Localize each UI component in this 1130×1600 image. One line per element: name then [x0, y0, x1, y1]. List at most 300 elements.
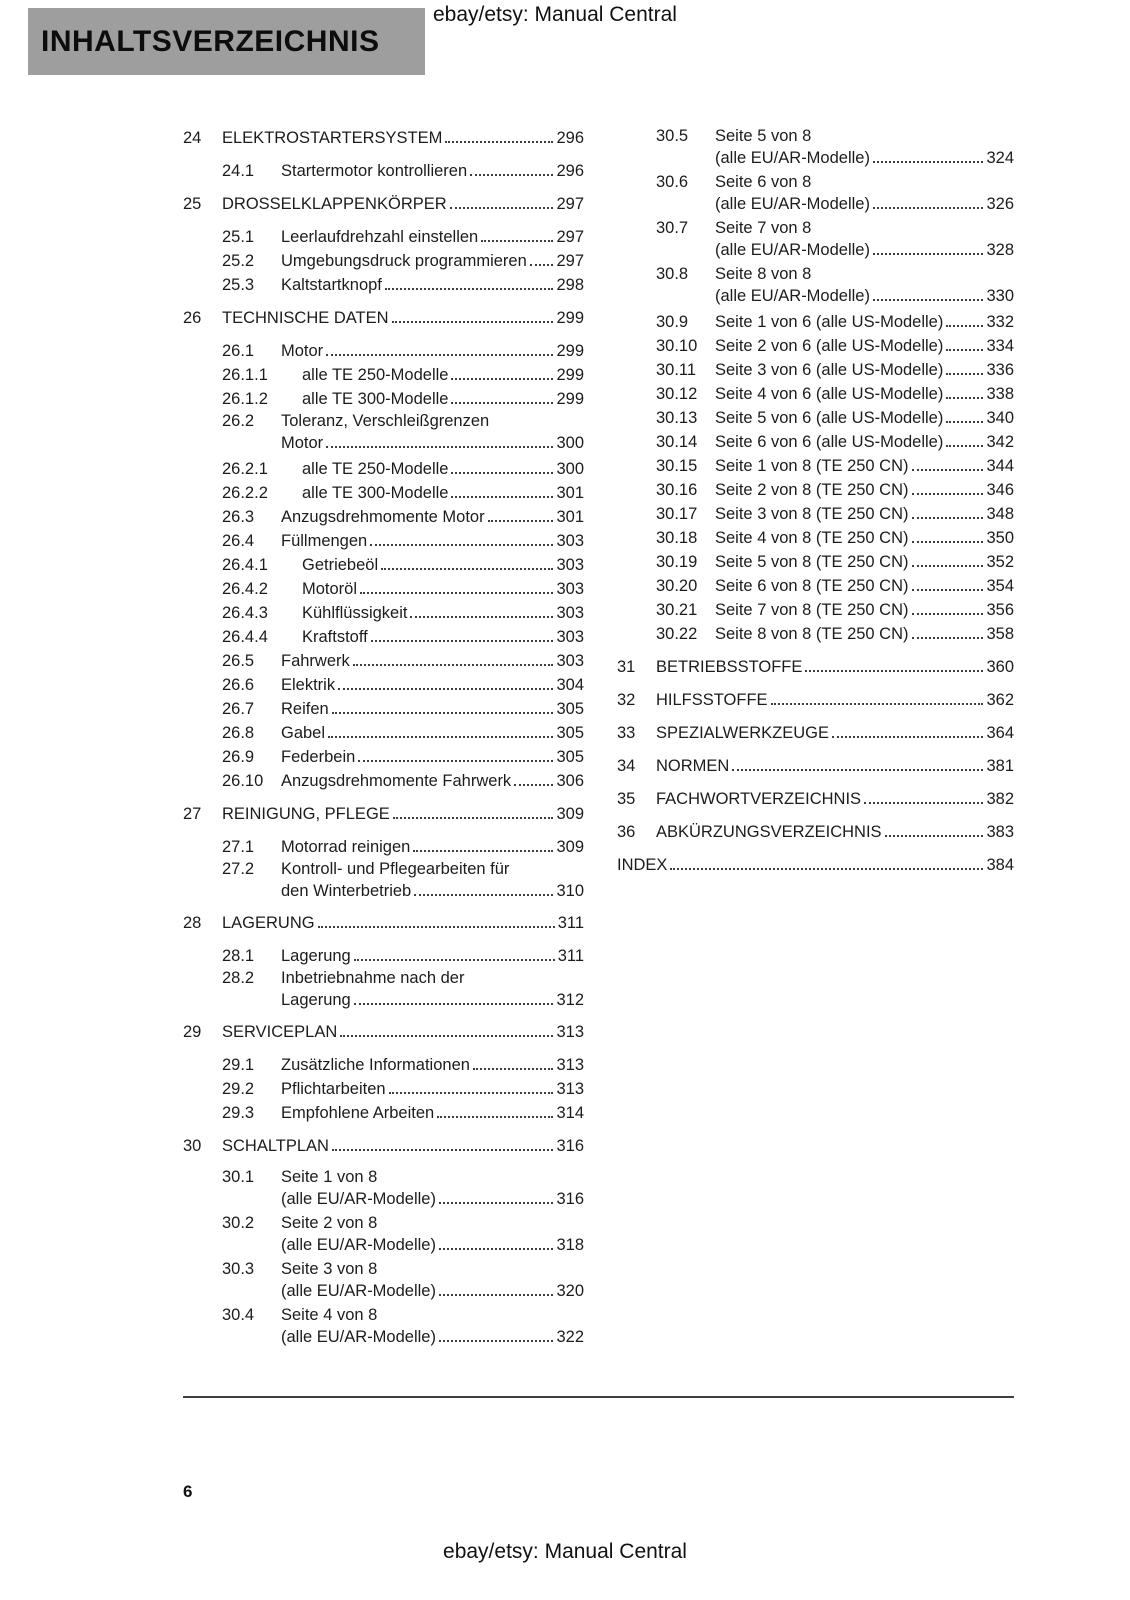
toc-entry-line: [222, 721, 584, 745]
entry-page: 303: [556, 652, 584, 670]
entry-number: 24: [183, 129, 202, 147]
entry-number: 29.3: [222, 1104, 255, 1122]
entry-label: Seite 5 von 8: [715, 127, 812, 145]
toc-entry: [183, 577, 584, 601]
toc-entry: [183, 159, 584, 183]
toc-entry: [183, 1077, 584, 1101]
entry-label: ELEKTROSTARTERSYSTEM: [222, 129, 443, 147]
entry-label: Seite 2 von 6 (alle US-Modelle): [715, 337, 944, 355]
toc-entry-line: [656, 126, 1014, 148]
entry-page: 306: [556, 772, 584, 790]
dot-leader: [912, 537, 984, 543]
toc-entry-continuation: [222, 1235, 584, 1257]
entry-page: 352: [986, 553, 1014, 571]
toc-entry-line: [656, 406, 1014, 430]
dot-leader: [946, 441, 983, 447]
entry-label: REINIGUNG, PFLEGE: [222, 805, 390, 823]
entry-page: 313: [556, 1056, 584, 1074]
entry-page: 364: [986, 724, 1014, 742]
entry-number: 30.4: [222, 1306, 255, 1324]
entry-label: Seite 8 von 8 (TE 250 CN): [715, 625, 909, 643]
entry-page: 299: [556, 366, 584, 384]
entry-number: 30.16: [656, 481, 698, 499]
entry-label: Seite 1 von 8: [281, 1168, 378, 1186]
entry-label: Seite 3 von 8 (TE 250 CN): [715, 505, 909, 523]
toc-entry: [617, 382, 1014, 406]
entry-label: ABKÜRZUNGSVERZEICHNIS: [656, 823, 882, 841]
entry-number: 26.3: [222, 508, 255, 526]
entry-label: alle TE 250-Modelle: [302, 460, 449, 478]
entry-label: BETRIEBSSTOFFE: [656, 658, 803, 676]
toc-entry: [183, 1134, 584, 1158]
entry-page: 383: [986, 823, 1014, 841]
toc-entry-continuation: [656, 240, 1014, 262]
toc-entry: [183, 1213, 584, 1256]
entry-number: 26.4.3: [222, 604, 268, 622]
toc-entry: [183, 126, 584, 150]
entry-label: Reifen: [281, 700, 329, 718]
entry-page: 320: [556, 1281, 584, 1300]
toc-entry: [183, 457, 584, 481]
toc-entry-line: [656, 382, 1014, 406]
toc-entry: [617, 406, 1014, 430]
entry-number: 29.2: [222, 1080, 255, 1098]
entry-page: 328: [986, 240, 1014, 259]
dot-leader: [392, 317, 554, 323]
toc-entry-line: [183, 126, 584, 150]
entry-number: 29: [183, 1023, 202, 1041]
toc-entry: [617, 430, 1014, 454]
entry-page: 330: [986, 286, 1014, 305]
entry-page: 309: [556, 838, 584, 856]
entry-number: 26: [183, 309, 202, 327]
entry-label: Startermotor kontrollieren: [281, 162, 468, 180]
dot-leader: [353, 660, 554, 666]
toc-entry: [183, 249, 584, 273]
entry-label: Seite 4 von 6 (alle US-Modelle): [715, 385, 944, 403]
entry-page: 362: [986, 691, 1014, 709]
entry-number: 35: [617, 790, 636, 808]
entry-page: 299: [556, 342, 584, 360]
dot-leader: [318, 922, 555, 928]
dot-leader: [370, 540, 553, 546]
entry-page: 301: [556, 484, 584, 502]
toc-entry: [183, 529, 584, 553]
entry-page: 312: [556, 990, 584, 1009]
entry-label: Motoröl: [302, 580, 358, 598]
toc-entry-line: [222, 968, 584, 990]
toc-left-column: [183, 126, 584, 1351]
toc-entry: [183, 339, 584, 363]
dot-leader: [832, 732, 983, 738]
toc-entry-line: [222, 457, 584, 481]
entry-number: 26.1: [222, 342, 255, 360]
entry-label: Kühlflüssigkeit: [302, 604, 408, 622]
toc-entry-line: [222, 625, 584, 649]
entry-number: 26.1.2: [222, 390, 268, 408]
toc-entry-line: [656, 264, 1014, 286]
entry-number: 27.2: [222, 860, 255, 878]
toc-entry: [183, 505, 584, 529]
entry-page: 310: [556, 881, 584, 900]
dot-leader: [912, 465, 984, 471]
toc-entry-line: [222, 745, 584, 769]
toc-entry: [617, 787, 1014, 811]
entry-label: Pflichtarbeiten: [281, 1080, 386, 1098]
entry-number: 30.11: [656, 361, 697, 379]
entry-page: 301: [556, 508, 584, 526]
entry-page: 305: [556, 700, 584, 718]
entry-number: 30.18: [656, 529, 698, 547]
entry-page: 311: [557, 947, 584, 965]
toc-entry-line: [222, 387, 584, 411]
dot-leader: [732, 765, 983, 771]
dot-leader: [450, 203, 554, 209]
entry-label-continued: (alle EU/AR-Modelle): [281, 1235, 436, 1254]
toc-entry-line: [222, 529, 584, 553]
entry-number: 26.4: [222, 532, 255, 550]
entry-page: 305: [556, 724, 584, 742]
entry-page: 303: [556, 532, 584, 550]
entry-page: 296: [556, 162, 584, 180]
toc-entry-line: [222, 649, 584, 673]
entry-page: 356: [986, 601, 1014, 619]
toc-entry-line: [656, 172, 1014, 194]
toc-entry: [183, 721, 584, 745]
entry-page: 350: [986, 529, 1014, 547]
entry-number: 27.1: [222, 838, 255, 856]
toc-entry-line: [656, 310, 1014, 334]
entry-label: Toleranz, Verschleißgrenzen: [281, 412, 490, 430]
toc-entry-line: [617, 721, 1014, 745]
dot-leader: [326, 350, 553, 356]
entry-label: alle TE 300-Modelle: [302, 484, 449, 502]
toc-right-column: [617, 126, 1014, 1351]
entry-label: Seite 7 von 8: [715, 219, 812, 237]
toc-entry-line: [656, 454, 1014, 478]
entry-page: 322: [556, 1327, 584, 1346]
entry-label: Umgebungsdruck programmieren: [281, 252, 527, 270]
dot-leader: [326, 442, 553, 448]
toc-entry-line: [222, 1101, 584, 1125]
toc-entry-line: [222, 697, 584, 721]
toc-entry: [183, 625, 584, 649]
entry-label: Inbetriebnahme nach der: [281, 969, 465, 987]
entry-page: 318: [556, 1235, 584, 1254]
entry-label: SCHALTPLAN: [222, 1137, 329, 1155]
entry-label-continued: (alle EU/AR-Modelle): [715, 148, 870, 167]
entry-page: 316: [556, 1137, 584, 1155]
entry-number: 34: [617, 757, 636, 775]
toc-entry: [183, 225, 584, 249]
dot-leader: [514, 780, 553, 786]
entry-page: 303: [556, 556, 584, 574]
dot-leader: [451, 374, 553, 380]
toc-entry-line: [222, 944, 584, 968]
entry-number: 30.6: [656, 173, 689, 191]
entry-label: Motor: [281, 342, 324, 360]
entry-label: Getriebeöl: [302, 556, 379, 574]
entry-page: 348: [986, 505, 1014, 523]
toc-entry-line: [222, 225, 584, 249]
toc-entry: [183, 363, 584, 387]
dot-leader: [451, 492, 553, 498]
dot-leader: [771, 699, 984, 705]
entry-number: 29.1: [222, 1056, 255, 1074]
toc-entry: [617, 574, 1014, 598]
toc-entry-line: [183, 192, 584, 216]
entry-page: 338: [986, 385, 1014, 403]
dot-leader: [946, 393, 983, 399]
toc-entry-line: [222, 249, 584, 273]
entry-label-continued: (alle EU/AR-Modelle): [715, 286, 870, 305]
dot-leader: [912, 489, 984, 495]
entry-page: 309: [556, 805, 584, 823]
entry-label-continued: (alle EU/AR-Modelle): [715, 240, 870, 259]
entry-page: 297: [556, 228, 584, 246]
entry-label: Seite 2 von 8: [281, 1214, 378, 1232]
entry-label-continued: Motor: [281, 433, 324, 452]
toc-entry: [617, 502, 1014, 526]
entry-label: TECHNISCHE DATEN: [222, 309, 389, 327]
toc-entry: [183, 553, 584, 577]
entry-label: FACHWORTVERZEICHNIS: [656, 790, 862, 808]
dot-leader: [439, 1198, 554, 1204]
toc-entry-line: [222, 505, 584, 529]
dot-leader: [946, 345, 983, 351]
toc-entry-line: [617, 787, 1014, 811]
dot-leader: [873, 295, 984, 301]
entry-label: Seite 8 von 8: [715, 265, 812, 283]
watermark-top: ebay/etsy: Manual Central: [433, 3, 677, 26]
entry-page: 382: [986, 790, 1014, 808]
toc-entry-continuation: [656, 286, 1014, 308]
entry-number: 26.4.4: [222, 628, 268, 646]
entry-number: 30.10: [656, 337, 698, 355]
entry-number: 30.19: [656, 553, 698, 571]
toc-entry-line: [222, 577, 584, 601]
entry-label: Seite 6 von 6 (alle US-Modelle): [715, 433, 944, 451]
dot-leader: [445, 137, 553, 143]
dot-leader: [451, 468, 553, 474]
entry-label: INDEX: [617, 856, 668, 874]
entry-number: 26.2: [222, 412, 255, 430]
entry-label-continued: (alle EU/AR-Modelle): [281, 1281, 436, 1300]
toc-entry: [183, 1053, 584, 1077]
toc-entry: [617, 598, 1014, 622]
toc-entry: [183, 601, 584, 625]
entry-number: 30.21: [656, 601, 698, 619]
toc-entry-line: [222, 769, 584, 793]
toc-entry: [183, 944, 584, 968]
dot-leader: [338, 684, 553, 690]
toc-entry: [617, 218, 1014, 261]
toc-entry-line: [183, 911, 584, 935]
dot-leader: [340, 1031, 553, 1037]
entry-label: Kraftstoff: [302, 628, 368, 646]
dot-leader: [439, 1290, 554, 1296]
entry-label: Seite 6 von 8 (TE 250 CN): [715, 577, 909, 595]
entry-page: 297: [556, 252, 584, 270]
dot-leader: [946, 369, 983, 375]
entry-number: 30.5: [656, 127, 689, 145]
dot-leader: [332, 708, 554, 714]
toc-entry-continuation: [222, 433, 584, 455]
entry-number: 26.2.1: [222, 460, 268, 478]
entry-label: Seite 5 von 8 (TE 250 CN): [715, 553, 909, 571]
entry-number: 36: [617, 823, 636, 841]
toc-entry: [183, 835, 584, 859]
dot-leader: [360, 588, 553, 594]
toc-entry: [183, 1305, 584, 1348]
entry-number: 28.1: [222, 947, 255, 965]
toc-entry: [183, 481, 584, 505]
entry-number: 30: [183, 1137, 202, 1155]
entry-label: Seite 1 von 6 (alle US-Modelle): [715, 313, 944, 331]
entry-label: Lagerung: [281, 947, 351, 965]
page-number: 6: [183, 1482, 193, 1501]
toc-entry-line: [617, 754, 1014, 778]
entry-page: 311: [557, 914, 584, 932]
entry-page: 303: [556, 628, 584, 646]
toc-entry: [183, 649, 584, 673]
toc-entry: [617, 526, 1014, 550]
entry-number: 25.3: [222, 276, 255, 294]
entry-page: 324: [986, 148, 1014, 167]
toc-entry-line: [222, 411, 584, 433]
toc-entry-line: [222, 481, 584, 505]
entry-page: 342: [986, 433, 1014, 451]
entry-number: 30.9: [656, 313, 689, 331]
toc-entry-line: [617, 655, 1014, 679]
entry-label: Seite 7 von 8 (TE 250 CN): [715, 601, 909, 619]
entry-number: 30.7: [656, 219, 689, 237]
entry-number: 30.3: [222, 1260, 255, 1278]
watermark-bottom: ebay/etsy: Manual Central: [443, 1540, 687, 1563]
toc-entry: [617, 688, 1014, 712]
entry-number: 25: [183, 195, 202, 213]
entry-page: 296: [556, 129, 584, 147]
dot-leader: [946, 321, 983, 327]
dot-leader: [354, 999, 554, 1005]
dot-leader: [481, 236, 553, 242]
dot-leader: [332, 1145, 553, 1151]
entry-page: 305: [556, 748, 584, 766]
entry-number: 26.8: [222, 724, 255, 742]
toc-entry-line: [222, 553, 584, 577]
toc-entry-line: [222, 1167, 584, 1189]
toc-entry-continuation: [222, 1281, 584, 1303]
dot-leader: [864, 798, 983, 804]
dot-leader: [389, 1088, 554, 1094]
dot-leader: [885, 831, 984, 837]
toc-entry-line: [222, 159, 584, 183]
entry-page: 336: [986, 361, 1014, 379]
entry-page: 299: [556, 309, 584, 327]
entry-label: Seite 1 von 8 (TE 250 CN): [715, 457, 909, 475]
entry-label: Seite 6 von 8: [715, 173, 812, 191]
toc-entry-continuation: [222, 990, 584, 1012]
toc-entry-continuation: [656, 194, 1014, 216]
entry-label: Füllmengen: [281, 532, 368, 550]
toc-entry: [617, 264, 1014, 307]
toc-entry-line: [222, 1077, 584, 1101]
entry-number: 28: [183, 914, 202, 932]
entry-page: 384: [986, 856, 1014, 874]
toc-entry: [183, 411, 584, 454]
entry-number: 25.1: [222, 228, 255, 246]
dot-leader: [393, 813, 554, 819]
dot-leader: [473, 1064, 554, 1070]
dot-leader: [381, 564, 553, 570]
entry-number: 26.7: [222, 700, 255, 718]
entry-number: 26.4.1: [222, 556, 268, 574]
entry-label: Seite 4 von 8: [281, 1306, 378, 1324]
entry-page: 303: [556, 580, 584, 598]
toc-entry-line: [183, 1020, 584, 1044]
toc-entry-line: [656, 502, 1014, 526]
page-title: INHALTSVERZEICHNIS: [41, 24, 380, 58]
entry-number: 30.12: [656, 385, 698, 403]
entry-number: 25.2: [222, 252, 255, 270]
entry-label: SERVICEPLAN: [222, 1023, 338, 1041]
toc-entry-line: [222, 601, 584, 625]
toc-entry: [183, 745, 584, 769]
entry-label: alle TE 300-Modelle: [302, 390, 449, 408]
entry-label-continued: (alle EU/AR-Modelle): [281, 1189, 436, 1208]
entry-label: Gabel: [281, 724, 326, 742]
entry-label: Zusätzliche Informationen: [281, 1056, 470, 1074]
dot-leader: [358, 756, 553, 762]
entry-number: 30.8: [656, 265, 689, 283]
entry-label: Kaltstartknopf: [281, 276, 382, 294]
footer-divider: [183, 1396, 1014, 1398]
entry-page: 304: [556, 676, 584, 694]
toc-entry: [183, 1259, 584, 1302]
dot-leader: [439, 1336, 554, 1342]
entry-number: 30.15: [656, 457, 698, 475]
toc-entry: [617, 622, 1014, 646]
toc-entry-line: [222, 339, 584, 363]
toc-entry: [183, 802, 584, 826]
toc-entry-line: [222, 273, 584, 297]
toc-entry-line: [222, 363, 584, 387]
entry-page: 332: [986, 313, 1014, 331]
toc-entry-line: [222, 1259, 584, 1281]
entry-number: 31: [617, 658, 636, 676]
toc-entry-line: [656, 430, 1014, 454]
dot-leader: [946, 417, 983, 423]
entry-page: 298: [556, 276, 584, 294]
entry-number: 27: [183, 805, 202, 823]
entry-number: 26.2.2: [222, 484, 268, 502]
dot-leader: [912, 585, 984, 591]
entry-page: 340: [986, 409, 1014, 427]
entry-number: 30.20: [656, 577, 698, 595]
entry-label: Seite 4 von 8 (TE 250 CN): [715, 529, 909, 547]
entry-number: 26.4.2: [222, 580, 268, 598]
toc-entry-continuation: [656, 148, 1014, 170]
toc-entry: [183, 673, 584, 697]
entry-label-continued: (alle EU/AR-Modelle): [715, 194, 870, 213]
entry-label-continued: Lagerung: [281, 990, 351, 1009]
toc-entry-line: [222, 1213, 584, 1235]
toc-entry-line: [656, 550, 1014, 574]
entry-page: 313: [556, 1080, 584, 1098]
table-of-contents: [183, 126, 1014, 1351]
toc-entry: [617, 853, 1014, 877]
entry-number: 30.1: [222, 1168, 255, 1186]
